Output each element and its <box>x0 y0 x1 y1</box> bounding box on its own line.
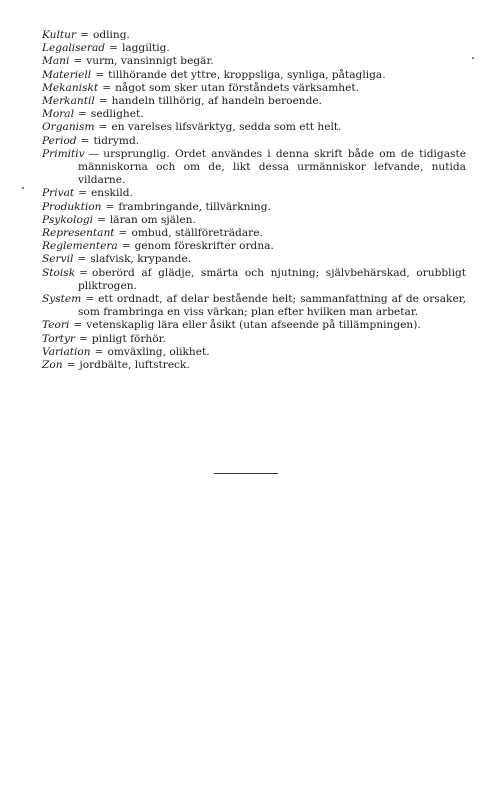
glossary-entry <box>42 293 466 319</box>
glossary-separator: = <box>94 345 104 358</box>
glossary-entry <box>42 29 466 42</box>
glossary-definition: odling. <box>92 29 130 41</box>
glossary-definition: tillhörande det yttre, kroppsliga, synliga, påtagliga. <box>108 68 386 81</box>
glossary-definition: handeln tillhörig, af handeln beroende. <box>111 95 323 108</box>
glossary-definition: vetenskaplig lära eller åsikt (utan afseende på tillämpningen). <box>86 319 421 332</box>
glossary-separator: = <box>80 29 89 41</box>
glossary-separator: = <box>109 42 118 55</box>
glossary-entry <box>42 253 466 266</box>
glossary-definition: laggiltig. <box>121 42 170 55</box>
glossary-term: Servil <box>42 253 74 266</box>
glossary-entry <box>42 187 466 200</box>
glossary-entry <box>42 346 466 359</box>
glossary-definition: omväxling, olikhet. <box>107 345 210 358</box>
glossary-term: System <box>42 293 82 306</box>
glossary-separator: = <box>80 134 90 147</box>
glossary-definition: läran om själen. <box>109 213 196 226</box>
glossary-separator: = <box>79 332 88 345</box>
glossary-definition: ursprunglig. Ordet användes i denna skrift både om de tidigaste människorna och om de, likt dessa urmänniskor lefvande, nutida vildarne. <box>78 147 466 187</box>
glossary-definition: genom föreskrifter ordna. <box>134 240 274 253</box>
glossary-entry <box>42 95 466 108</box>
glossary-list <box>42 29 466 372</box>
glossary-term: Legaliserad <box>42 42 106 55</box>
glossary-term: Materiell <box>42 68 92 81</box>
glossary-separator: = <box>98 95 108 108</box>
glossary-entry <box>42 82 466 95</box>
print-speck <box>22 187 24 189</box>
glossary-separator: = <box>73 55 83 68</box>
glossary-separator: = <box>73 319 83 332</box>
glossary-term: Variation <box>42 345 91 358</box>
section-end-rule <box>214 473 278 474</box>
glossary-separator: = <box>95 68 105 81</box>
glossary-entry <box>42 148 466 188</box>
glossary-entry <box>42 319 466 332</box>
glossary-definition: sedlighet. <box>90 108 144 121</box>
glossary-term: Privat <box>42 187 75 200</box>
glossary-separator: = <box>85 293 95 306</box>
glossary-entry <box>42 267 466 293</box>
print-speck <box>472 57 474 59</box>
glossary-term: Primitiv <box>42 147 85 160</box>
glossary-separator: = <box>66 359 76 372</box>
glossary-term: Kultur <box>42 29 77 41</box>
glossary-entry <box>42 227 466 240</box>
glossary-term: Stoisk <box>42 266 76 279</box>
glossary-separator: = <box>77 253 87 266</box>
glossary-term: Zon <box>42 359 63 372</box>
glossary-entry <box>42 359 466 372</box>
glossary-term: Mekaniskt <box>42 81 99 94</box>
glossary-separator: = <box>102 81 112 94</box>
glossary-entry <box>42 333 466 346</box>
glossary-entry <box>42 121 466 134</box>
glossary-separator: = <box>98 121 108 134</box>
glossary-definition: pinligt förhör. <box>91 332 166 345</box>
glossary-separator: = <box>118 227 128 240</box>
glossary-separator: = <box>78 187 88 200</box>
glossary-definition: en varelses lifsvärktyg, sedda som ett helt. <box>111 121 342 134</box>
glossary-definition: ett ordnadt, af delar bestående helt; sammanfattning af de orsaker, som frambringa en viss värkan; plan efter hvilken man arbetar. <box>78 293 466 319</box>
glossary-entry <box>42 240 466 253</box>
glossary-term: Reglementera <box>42 240 118 253</box>
glossary-definition: ombud, ställföreträdare. <box>131 227 263 240</box>
glossary-term: Psykologi <box>42 213 93 226</box>
glossary-term: Merkantil <box>42 95 95 108</box>
glossary-entry <box>42 135 466 148</box>
glossary-term: Representant <box>42 227 115 240</box>
glossary-definition: slafvisk, krypande. <box>90 253 192 266</box>
glossary-definition: tidrymd. <box>93 134 140 147</box>
glossary-separator: = <box>97 213 106 226</box>
glossary-term: Organism <box>42 121 95 134</box>
glossary-definition: oberörd af glädje, smärta och njutning; självbehärskad, orubbligt pliktrogen. <box>78 266 466 292</box>
glossary-separator: = <box>121 240 131 253</box>
glossary-term: Produktion <box>42 200 102 213</box>
glossary-separator: — <box>88 147 100 160</box>
glossary-entry <box>42 214 466 227</box>
glossary-definition: frambringande, tillvärkning. <box>118 200 271 213</box>
glossary-entry <box>42 108 466 121</box>
glossary-definition: jordbälte, luftstreck. <box>79 359 190 372</box>
glossary-entry <box>42 69 466 82</box>
glossary-term: Tortyr <box>42 332 75 345</box>
glossary-term: Mani <box>42 55 70 68</box>
glossary-entry <box>42 201 466 214</box>
glossary-separator: = <box>105 200 115 213</box>
glossary-term: Period <box>42 134 77 147</box>
glossary-separator: = <box>78 108 87 121</box>
glossary-term: Moral <box>42 108 74 121</box>
glossary-term: Teori <box>42 319 70 332</box>
glossary-entry <box>42 42 466 55</box>
glossary-separator: = <box>79 266 89 279</box>
glossary-definition: enskild. <box>91 187 133 200</box>
glossary-definition: något som sker utan förståndets värksamhet. <box>115 81 359 94</box>
glossary-entry <box>42 55 466 68</box>
glossary-definition: vurm, vansinnigt begär. <box>86 55 214 68</box>
